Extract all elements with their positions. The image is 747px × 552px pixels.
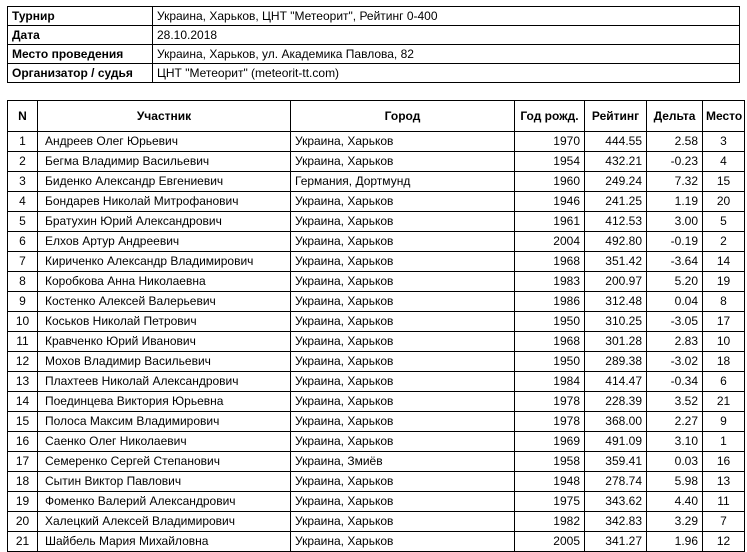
tournament-info-table (7, 6, 740, 83)
cell-place: 20 (703, 192, 745, 212)
cell-participant: Коробкова Анна Николаевна (38, 272, 291, 292)
cell-city: Украина, Харьков (291, 392, 515, 412)
header-row (8, 101, 745, 132)
cell-delta: 4.40 (647, 492, 703, 512)
cell-delta: 3.00 (647, 212, 703, 232)
cell-rating: 241.25 (585, 192, 647, 212)
results-body (8, 132, 745, 552)
cell-participant: Андреев Олег Юрьевич (38, 132, 291, 152)
cell-number: 1 (8, 132, 38, 152)
cell-number: 18 (8, 472, 38, 492)
cell-birth-year: 1978 (515, 392, 585, 412)
cell-birth-year: 1982 (515, 512, 585, 532)
cell-participant: Братухин Юрий Александрович (38, 212, 291, 232)
cell-number: 15 (8, 412, 38, 432)
cell-city: Украина, Харьков (291, 252, 515, 272)
cell-number: 21 (8, 532, 38, 552)
table-row (8, 512, 745, 532)
cell-number: 8 (8, 272, 38, 292)
cell-participant: Поединцева Виктория Юрьевна (38, 392, 291, 412)
cell-rating: 301.28 (585, 332, 647, 352)
cell-city: Украина, Харьков (291, 332, 515, 352)
table-row (8, 152, 745, 172)
cell-delta: 3.10 (647, 432, 703, 452)
col-header-participant: Участник (38, 101, 291, 132)
cell-birth-year: 1970 (515, 132, 585, 152)
cell-birth-year: 1978 (515, 412, 585, 432)
cell-place: 16 (703, 452, 745, 472)
table-row (8, 452, 745, 472)
cell-delta: 0.04 (647, 292, 703, 312)
cell-delta: -3.05 (647, 312, 703, 332)
info-label: Организатор / судья (8, 64, 153, 83)
cell-place: 21 (703, 392, 745, 412)
cell-birth-year: 1950 (515, 312, 585, 332)
cell-rating: 341.27 (585, 532, 647, 552)
cell-delta: 7.32 (647, 172, 703, 192)
cell-birth-year: 1946 (515, 192, 585, 212)
cell-rating: 310.25 (585, 312, 647, 332)
cell-rating: 491.09 (585, 432, 647, 452)
cell-participant: Коськов Николай Петрович (38, 312, 291, 332)
col-header-birth-year: Год рожд. (515, 101, 585, 132)
cell-rating: 312.48 (585, 292, 647, 312)
cell-city: Украина, Харьков (291, 292, 515, 312)
cell-birth-year: 1954 (515, 152, 585, 172)
cell-birth-year: 2004 (515, 232, 585, 252)
cell-rating: 412.53 (585, 212, 647, 232)
table-row (8, 412, 745, 432)
cell-delta: 1.19 (647, 192, 703, 212)
col-header-rating: Рейтинг (585, 101, 647, 132)
cell-delta: 0.03 (647, 452, 703, 472)
table-row (8, 192, 745, 212)
cell-place: 11 (703, 492, 745, 512)
cell-participant: Плахтеев Николай Александрович (38, 372, 291, 392)
cell-birth-year: 1950 (515, 352, 585, 372)
cell-place: 9 (703, 412, 745, 432)
cell-city: Украина, Харьков (291, 312, 515, 332)
cell-rating: 432.21 (585, 152, 647, 172)
cell-rating: 343.62 (585, 492, 647, 512)
info-value: Украина, Харьков, ул. Академика Павлова, 82 (153, 45, 740, 64)
cell-number: 20 (8, 512, 38, 532)
cell-number: 17 (8, 452, 38, 472)
cell-city: Украина, Харьков (291, 492, 515, 512)
cell-place: 19 (703, 272, 745, 292)
cell-birth-year: 1969 (515, 432, 585, 452)
cell-city: Украина, Харьков (291, 272, 515, 292)
table-row (8, 292, 745, 312)
info-row (8, 26, 740, 45)
info-row (8, 64, 740, 83)
cell-city: Украина, Харьков (291, 232, 515, 252)
cell-number: 13 (8, 372, 38, 392)
cell-place: 5 (703, 212, 745, 232)
table-row (8, 172, 745, 192)
col-header-city: Город (291, 101, 515, 132)
col-header-n: N (8, 101, 38, 132)
cell-participant: Мохов Владимир Васильевич (38, 352, 291, 372)
cell-number: 11 (8, 332, 38, 352)
cell-place: 6 (703, 372, 745, 392)
cell-participant: Кравченко Юрий Иванович (38, 332, 291, 352)
cell-place: 10 (703, 332, 745, 352)
cell-place: 3 (703, 132, 745, 152)
cell-number: 3 (8, 172, 38, 192)
table-row (8, 212, 745, 232)
table-row (8, 392, 745, 412)
cell-participant: Бегма Владимир Васильевич (38, 152, 291, 172)
cell-city: Украина, Харьков (291, 372, 515, 392)
info-row (8, 7, 740, 26)
cell-participant: Сытин Виктор Павлович (38, 472, 291, 492)
cell-city: Украина, Харьков (291, 412, 515, 432)
results-header (8, 101, 745, 132)
cell-place: 14 (703, 252, 745, 272)
cell-city: Украина, Змиёв (291, 452, 515, 472)
cell-rating: 249.24 (585, 172, 647, 192)
col-header-place: Место (703, 101, 745, 132)
cell-participant: Биденко Александр Евгениевич (38, 172, 291, 192)
cell-number: 9 (8, 292, 38, 312)
cell-place: 17 (703, 312, 745, 332)
table-row (8, 132, 745, 152)
table-row (8, 232, 745, 252)
cell-number: 10 (8, 312, 38, 332)
table-row (8, 472, 745, 492)
cell-place: 15 (703, 172, 745, 192)
cell-rating: 359.41 (585, 452, 647, 472)
cell-participant: Семеренко Сергей Степанович (38, 452, 291, 472)
cell-place: 2 (703, 232, 745, 252)
cell-number: 12 (8, 352, 38, 372)
cell-rating: 342.83 (585, 512, 647, 532)
cell-rating: 444.55 (585, 132, 647, 152)
cell-place: 4 (703, 152, 745, 172)
results-table (7, 100, 745, 552)
table-row (8, 372, 745, 392)
cell-delta: 3.29 (647, 512, 703, 532)
cell-city: Украина, Харьков (291, 532, 515, 552)
cell-number: 5 (8, 212, 38, 232)
cell-birth-year: 1961 (515, 212, 585, 232)
cell-rating: 492.80 (585, 232, 647, 252)
cell-city: Украина, Харьков (291, 212, 515, 232)
cell-delta: 2.27 (647, 412, 703, 432)
cell-delta: 1.96 (647, 532, 703, 552)
cell-city: Украина, Харьков (291, 192, 515, 212)
info-label: Турнир (8, 7, 153, 26)
cell-delta: 3.52 (647, 392, 703, 412)
cell-birth-year: 1948 (515, 472, 585, 492)
cell-delta: 5.20 (647, 272, 703, 292)
cell-participant: Кириченко Александр Владимирович (38, 252, 291, 272)
cell-participant: Шайбель Мария Михайловна (38, 532, 291, 552)
info-value: Украина, Харьков, ЦНТ "Метеорит", Рейтинг 0-400 (153, 7, 740, 26)
cell-number: 7 (8, 252, 38, 272)
cell-city: Украина, Харьков (291, 152, 515, 172)
cell-city: Германия, Дортмунд (291, 172, 515, 192)
cell-birth-year: 1986 (515, 292, 585, 312)
cell-birth-year: 1984 (515, 372, 585, 392)
cell-place: 8 (703, 292, 745, 312)
cell-participant: Фоменко Валерий Александрович (38, 492, 291, 512)
cell-participant: Халецкий Алексей Владимирович (38, 512, 291, 532)
cell-number: 14 (8, 392, 38, 412)
cell-number: 4 (8, 192, 38, 212)
cell-delta: 2.58 (647, 132, 703, 152)
info-value: ЦНТ "Метеорит" (meteorit-tt.com) (153, 64, 740, 83)
tournament-info-body (8, 7, 740, 83)
cell-participant: Полоса Максим Владимирович (38, 412, 291, 432)
info-row (8, 45, 740, 64)
table-row (8, 532, 745, 552)
cell-number: 19 (8, 492, 38, 512)
cell-city: Украина, Харьков (291, 132, 515, 152)
cell-birth-year: 1975 (515, 492, 585, 512)
table-row (8, 432, 745, 452)
table-row (8, 252, 745, 272)
cell-place: 13 (703, 472, 745, 492)
cell-rating: 200.97 (585, 272, 647, 292)
cell-participant: Бондарев Николай Митрофанович (38, 192, 291, 212)
cell-participant: Костенко Алексей Валерьевич (38, 292, 291, 312)
cell-city: Украина, Харьков (291, 432, 515, 452)
cell-delta: -0.34 (647, 372, 703, 392)
cell-number: 2 (8, 152, 38, 172)
table-row (8, 272, 745, 292)
cell-delta: -3.64 (647, 252, 703, 272)
cell-city: Украина, Харьков (291, 472, 515, 492)
cell-delta: 5.98 (647, 472, 703, 492)
table-row (8, 492, 745, 512)
info-value: 28.10.2018 (153, 26, 740, 45)
cell-birth-year: 1968 (515, 332, 585, 352)
cell-place: 12 (703, 532, 745, 552)
table-row (8, 352, 745, 372)
cell-rating: 289.38 (585, 352, 647, 372)
table-row (8, 332, 745, 352)
cell-birth-year: 1960 (515, 172, 585, 192)
cell-delta: 2.83 (647, 332, 703, 352)
col-header-delta: Дельта (647, 101, 703, 132)
cell-place: 7 (703, 512, 745, 532)
cell-city: Украина, Харьков (291, 352, 515, 372)
cell-participant: Елхов Артур Андреевич (38, 232, 291, 252)
cell-birth-year: 1968 (515, 252, 585, 272)
cell-place: 18 (703, 352, 745, 372)
cell-rating: 351.42 (585, 252, 647, 272)
cell-rating: 278.74 (585, 472, 647, 492)
cell-delta: -3.02 (647, 352, 703, 372)
cell-birth-year: 1983 (515, 272, 585, 292)
cell-number: 16 (8, 432, 38, 452)
cell-place: 1 (703, 432, 745, 452)
cell-participant: Саенко Олег Николаевич (38, 432, 291, 452)
cell-number: 6 (8, 232, 38, 252)
cell-rating: 368.00 (585, 412, 647, 432)
table-row (8, 312, 745, 332)
cell-delta: -0.23 (647, 152, 703, 172)
cell-rating: 228.39 (585, 392, 647, 412)
info-label: Место проведения (8, 45, 153, 64)
cell-birth-year: 1958 (515, 452, 585, 472)
cell-delta: -0.19 (647, 232, 703, 252)
info-label: Дата (8, 26, 153, 45)
cell-city: Украина, Харьков (291, 512, 515, 532)
cell-birth-year: 2005 (515, 532, 585, 552)
cell-rating: 414.47 (585, 372, 647, 392)
